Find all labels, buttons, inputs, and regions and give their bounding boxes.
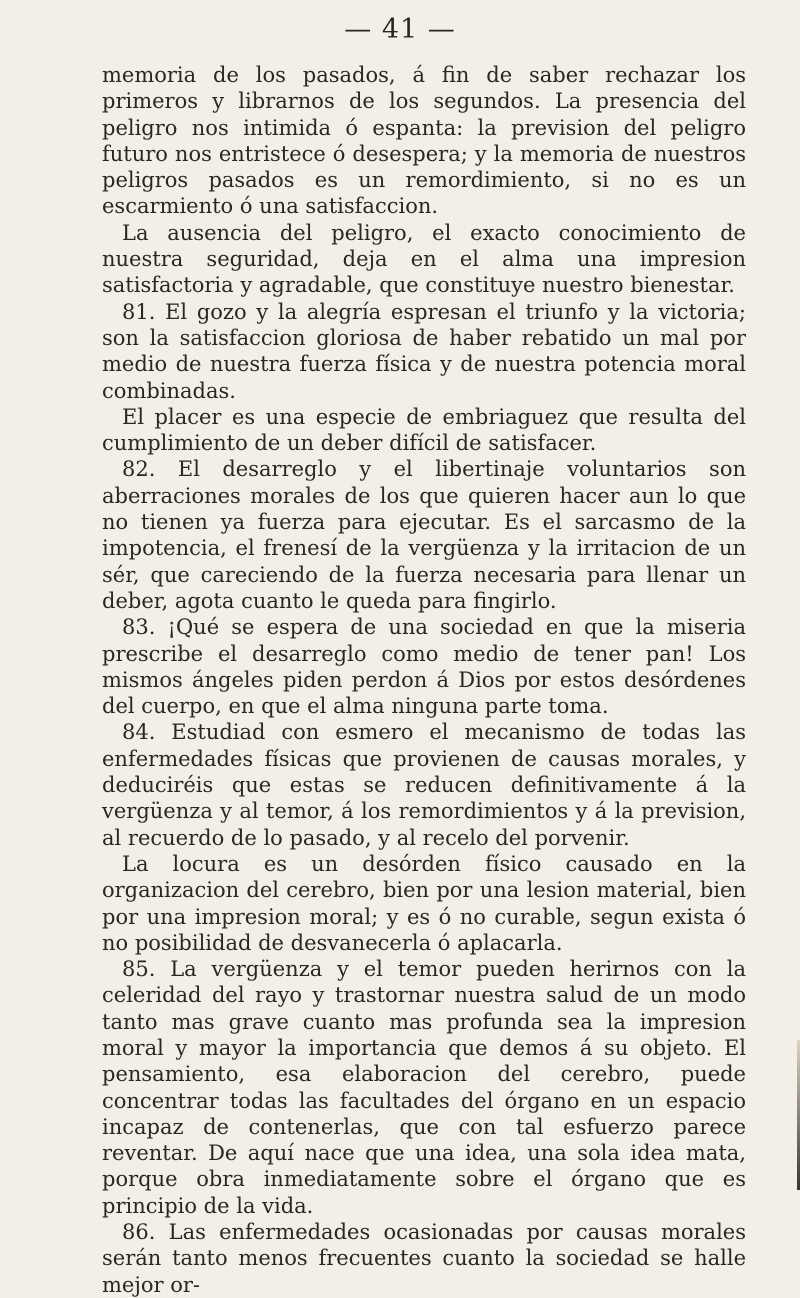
paragraph: La ausencia del peligro, el exacto conocimiento de nuestra seguridad, deja en el alma una impresion satisfactoria y agradable, que constituye nuestro bienestar. [102,220,746,298]
paragraph-84: 84. Estudiad con esmero el mecanismo de todas las enfermedades físicas que provienen de causas morales, y deduciréis que estas se reducen definitivamente á la vergüenza y al temor, á los remordimientos y á la prevision, al recuerdo de lo pasado, y al recelo del porvenir. [102,720,746,850]
paragraph-81: 81. El gozo y la alegría espresan el triunfo y la victoria; son la satisfaccion gloriosa de haber rebatido un mal por medio de nuestra fuerza física y de nuestra potencia moral combinadas. [102,299,746,403]
paragraph: El placer es una especie de embriaguez que resulta del cumplimiento de un deber difícil de satisfacer. [102,404,746,456]
page-number: — 41 — [344,14,456,45]
paragraph-continuation: memoria de los pasados, á fin de saber rechazar los primeros y librarnos de los segundos. La presencia del peligro nos intimida ó espanta: la prevision del peligro futuro nos entristece ó desespera; y la memoria de nuestros peligros pasados es un remordimiento, si no es un escarmiento ó una satisfaccion. [102,63,746,219]
paragraph-82: 82. El desarreglo y el libertinaje voluntarios son aberraciones morales de los que quieren hacer aun lo que no tienen ya fuerza para ejecutar. Es el sarcasmo de la impotencia, el frenesí de la vergüenza y la irritacion de un sér, que careciendo de la fuerza necesaria para llenar un deber, agota cuanto le queda para fingirlo. [102,457,746,613]
paragraph-83: 83. ¡Qué se espera de una sociedad en que la miseria prescribe el desarreglo como medio de tener pan! Los mismos ángeles piden perdon á Dios por estos desórdenes del cuerpo, en que el alma ninguna parte toma. [102,615,746,719]
page-text [102,62,746,1298]
paragraph: La locura es un desórden físico causado en la organizacion del cerebro, bien por una lesion material, bien por una impresion moral; y es ó no curable, segun exista ó no posibilidad de desvanecerla ó aplacarla. [102,851,746,955]
paragraph-86: 86. Las enfermedades ocasionadas por causas morales serán tanto menos frecuentes cuanto la sociedad se halle mejor or- [102,1220,746,1297]
paragraph-85: 85. La vergüenza y el temor pueden herirnos con la celeridad del rayo y trastornar nuestra salud de un modo tanto mas grave cuanto mas profunda sea la impresion moral y mayor la importancia que demos á su objeto. El pensamiento, esa elaboracion del cerebro, puede concentrar todas las facultades del órgano en un espacio incapaz de contenerlas, que con tal esfuerzo parece reventar. De aquí nace que una idea, una sola idea mata, porque obra inmediatamente sobre el órgano que es principio de la vida. [102,957,746,1218]
